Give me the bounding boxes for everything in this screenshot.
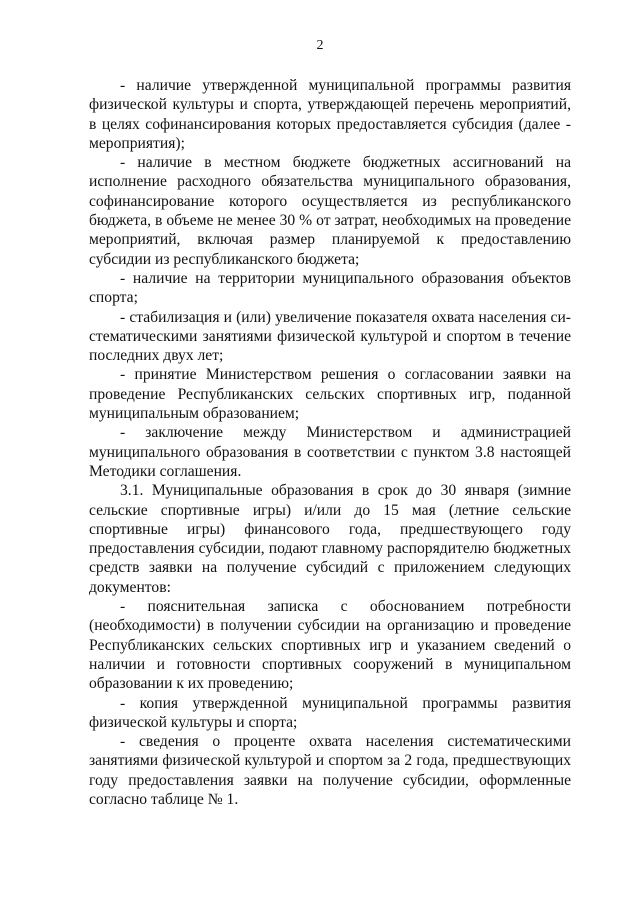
paragraph-ministry-decision: - принятие Министерством решения о согласовании заявки на проведение Республиканских сельских спортивных игр, поданной муниципальным образованием;	[89, 366, 571, 423]
document-body	[89, 76, 571, 809]
paragraph-explanatory-note: - пояснительная записка с обоснованием потребности (необходимости) в получении субсидии на организацию и проведение Республиканских сельских спортивных игр и указанием сведений о наличии и готовности спортивных сооружений в муниципальном образовании к их проведению;	[89, 598, 571, 693]
paragraph-budget-allocation: - наличие в местном бюджете бюджетных ассигнований на исполнение расходного обязательства муниципального образования, софинансирование которого осуществляется из республиканского бюджета, в объеме не менее 30 % от затрат, необходимых на проведение мероприятий, включая размер планируемой к предоставлению субсидии из республиканского бюджета;	[89, 154, 571, 268]
paragraph-coverage-data: - сведения о проценте охвата населения систематическими занятиями физической культурой и спортом за 2 года, предшествующих году предоставления заявки на получение субсидии, оформленные согласно таблице № 1.	[89, 733, 571, 808]
paragraph-sport-facilities: - наличие на территории муниципального образования объектов спорта;	[89, 269, 571, 307]
paragraph-section-3-1: 3.1. Муниципальные образования в срок до 30 января (зимние сельские спортивные игры) и/или до 15 мая (летние сельские спортивные игры) финансового года, предшествующего году предоставления субсидии, подают главному распорядителю бюджетных средств заявки на получение субсидий с приложением следующих документов:	[89, 482, 571, 596]
paragraph-program-requirement: - наличие утвержденной муниципальной программы развития физической культуры и спорта, утверждающей перечень мероприятий, в целях софинансирования которых предоставляется субсидия (далее - мероприятия);	[89, 77, 571, 152]
page-number: 2	[316, 38, 324, 53]
paragraph-program-copy: - копия утвержденной муниципальной программы развития физической культуры и спорта;	[89, 694, 571, 731]
paragraph-coverage-indicator: - стабилизация и (или) увеличение показателя охвата населения систематическими занятиями физической культурой и спортом в течение последних двух лет;	[89, 308, 571, 365]
paragraph-agreement: - заключение между Министерством и администрацией муниципального образования в соответствии с пунктом 3.8 настоящей Методики соглашения.	[89, 424, 571, 480]
